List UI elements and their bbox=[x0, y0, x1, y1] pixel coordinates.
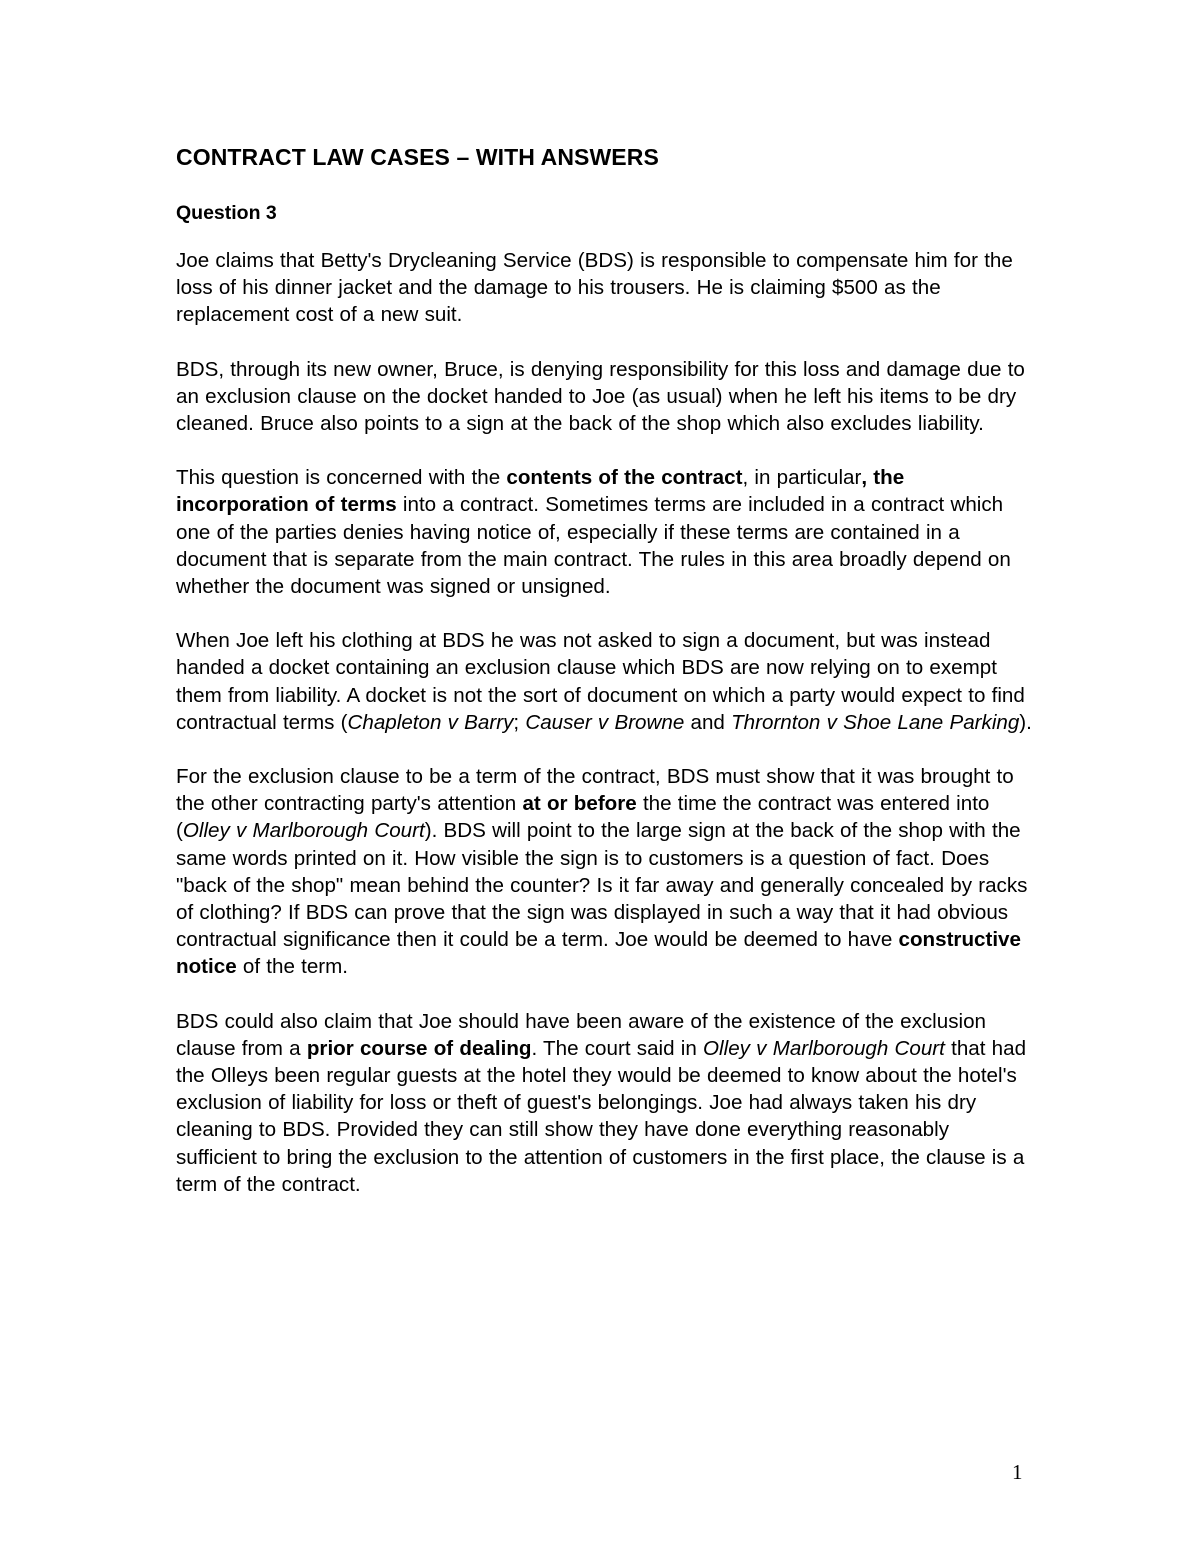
body-paragraph bbox=[176, 356, 1036, 438]
paragraph-text: This question is concerned with the bbox=[176, 466, 507, 490]
case-citation: Chapleton v Barry bbox=[347, 710, 514, 734]
body-paragraph bbox=[176, 464, 1036, 600]
paragraph-text: and bbox=[684, 710, 732, 734]
paragraph-text: into a contract. Sometimes terms are included in a contract which one of the parties denies having notice of, especially if these terms are contained in a document that is separate from the main contract. The rules in this area broadly depend on whether the document was signed or unsigned. bbox=[176, 493, 1011, 599]
case-citation: Thrornton v Shoe Lane Parking bbox=[731, 710, 1020, 734]
page-number: 1 bbox=[1012, 1460, 1023, 1484]
paragraph-text: When Joe left his clothing at BDS he was not asked to sign a document, but was instead handed a docket containing an exclusion clause which BDS are now relying on to exempt them from liability. A docket is not the sort of document on which a party would expect to find contractual terms ( bbox=[176, 629, 1025, 734]
paragraph-text: Joe claims that Betty's Drycleaning Service (BDS) is responsible to compensate him for the loss of his dinner jacket and the damage to his trousers. He is claiming $500 as the replacement cost of a new suit. bbox=[176, 249, 1013, 327]
document-page bbox=[176, 140, 1036, 1198]
paragraph-text: ; bbox=[513, 710, 526, 734]
question-heading: Question 3 bbox=[176, 202, 277, 224]
paragraph-text: ). bbox=[1019, 710, 1032, 734]
answer-body bbox=[176, 247, 1036, 1198]
bold-text: constructive notice bbox=[176, 928, 1021, 979]
bold-text: contents of the contract bbox=[506, 466, 743, 490]
paragraph-text: BDS, through its new owner, Bruce, is denying responsibility for this loss and damage due to an exclusion clause on the docket handed to Joe (as usual) when he left his items to be dry cleaned. Bruce also points to a sign at the back of the shop which also excludes liability. bbox=[176, 357, 1025, 436]
paragraph-text: ). BDS will point to the large sign at the back of the shop with the same words printed on it. How visible the sign is to customers is a question of fact. Does "back of the shop" mean behind the counter? Is it far away and generally concealed by racks of clothing? If BDS can prove that the sign was displayed in such a way that it had obvious contractual significance then it could be a term. Joe would be deemed to have bbox=[176, 819, 1028, 952]
bold-text: , the incorporation of terms bbox=[176, 466, 905, 517]
paragraph-text: BDS could also claim that Joe should have been aware of the existence of the exclusion clause from a bbox=[176, 1009, 986, 1060]
body-paragraph bbox=[176, 627, 1036, 736]
body-paragraph bbox=[176, 247, 1036, 329]
case-citation: Olley v Marlborough Court bbox=[182, 819, 425, 843]
document-title: CONTRACT LAW CASES – WITH ANSWERS bbox=[176, 144, 659, 170]
body-paragraph bbox=[176, 1008, 1036, 1198]
paragraph-text: . The court said in bbox=[531, 1036, 704, 1060]
paragraph-text: that had the Olleys been regular guests at the hotel they would be deemed to know about the hotel's exclusion of liability for loss or theft of guest's belongings. Joe had always taken his dry cleaning to BDS. Provided they can still show they have done everything reasonably sufficient to bring the exclusion to the attention of customers in the first place, the clause is a term of the contract. bbox=[176, 1036, 1027, 1196]
paragraph-text: For the exclusion clause to be a term of the contract, BDS must show that it was brought to the other contracting party's attention bbox=[176, 765, 1014, 816]
case-citation: Olley v Marlborough Court bbox=[703, 1036, 945, 1060]
paragraph-text: of the term. bbox=[236, 955, 349, 979]
body-paragraph bbox=[176, 763, 1036, 981]
case-citation: Causer v Browne bbox=[525, 710, 685, 734]
bold-text: at or before bbox=[522, 792, 637, 816]
paragraph-text: , in particular bbox=[742, 466, 862, 490]
bold-text: prior course of dealing bbox=[306, 1036, 532, 1060]
paragraph-text: the time the contract was entered into ( bbox=[176, 792, 990, 843]
